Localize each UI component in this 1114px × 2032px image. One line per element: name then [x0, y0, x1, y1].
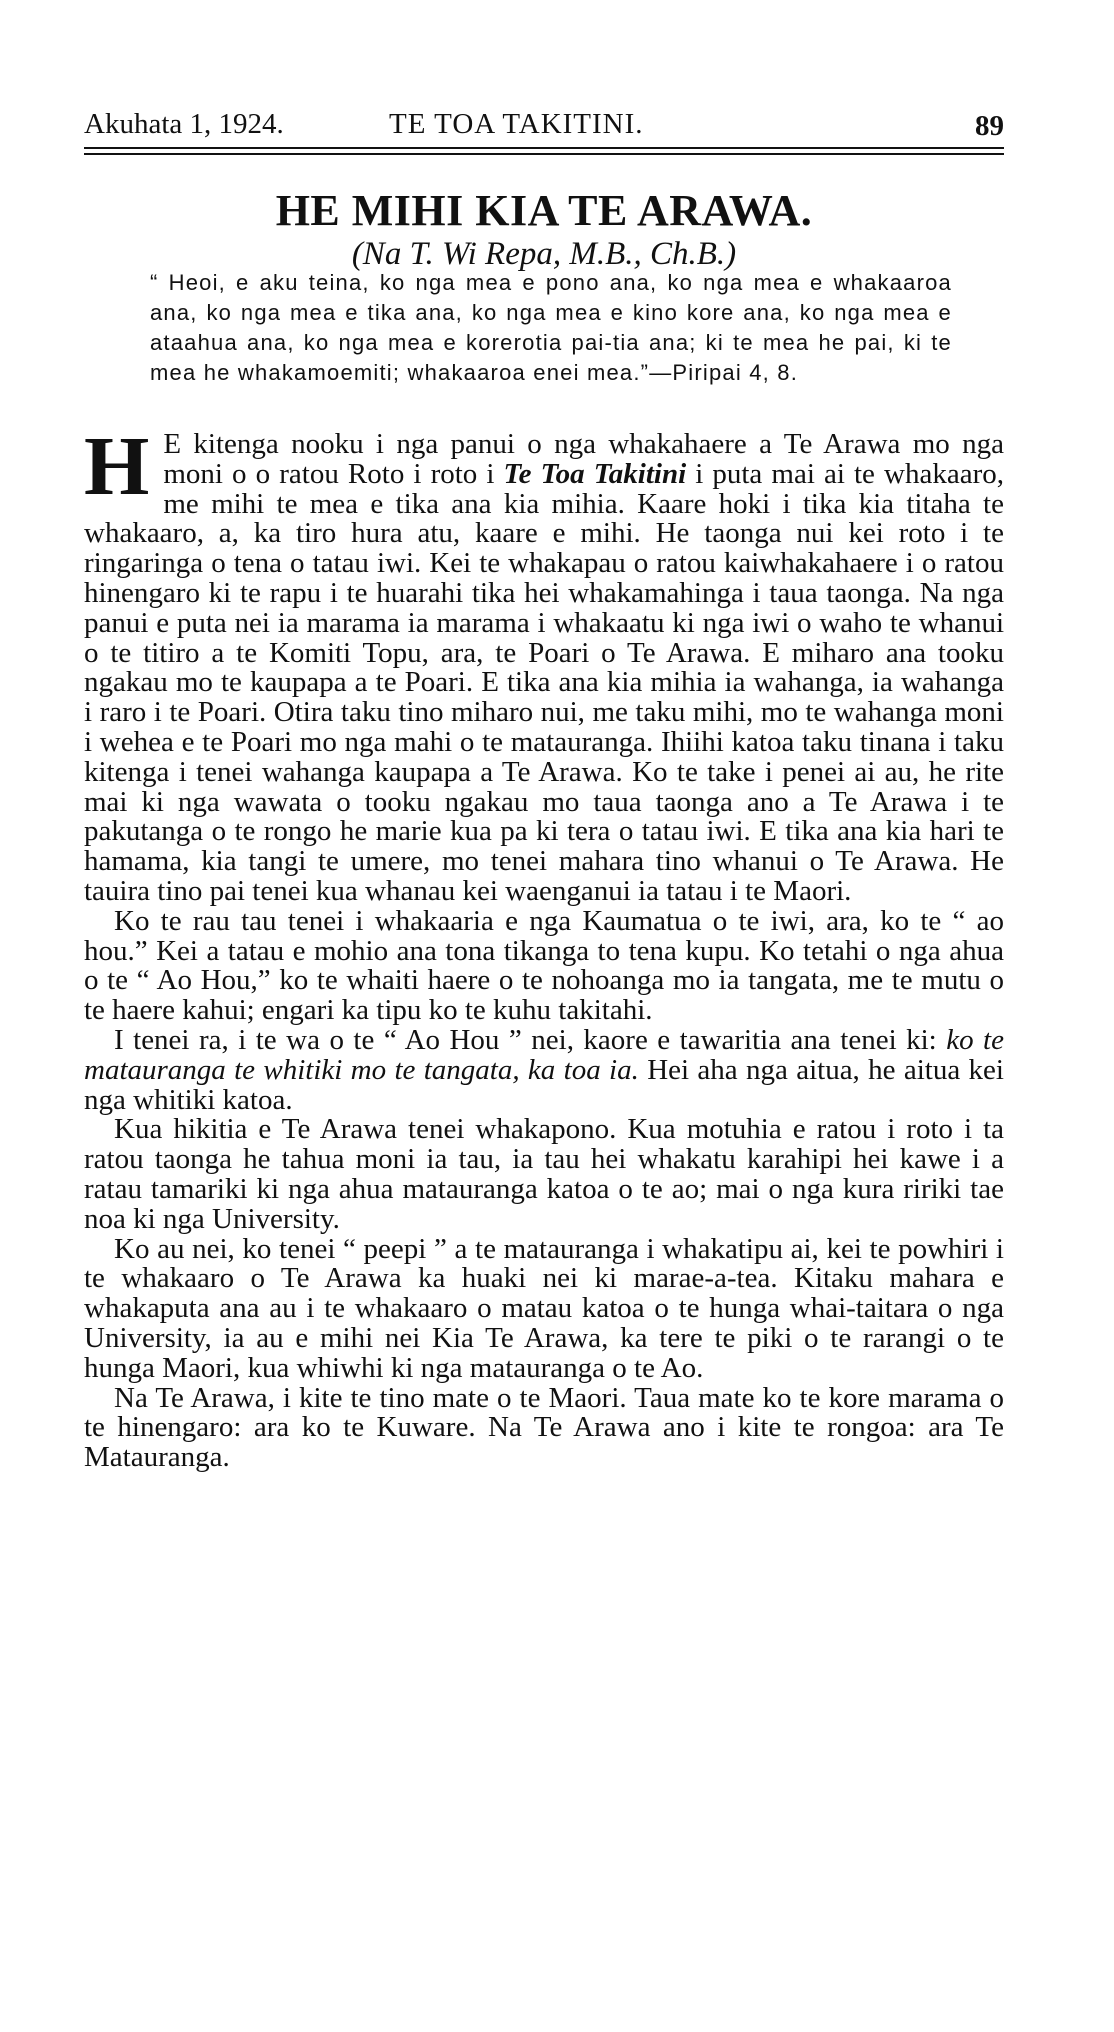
paragraph-5: Ko au nei, ko tenei “ peepi ” a te matauranga i whakatipu ai, kei te powhiri i te whakaaro o Te Arawa ka huaki nei ki marae-a-tea. Kitaku mahara e whakaputa ana au i te whakaaro o matau katoa o te hunga whai-taitara o nga University, ia au e mihi nei Kia Te Arawa, ka tere te piki o te rarangi o te hunga Maori, kua whiwhi ki nga matauranga o te Ao.	[84, 1232, 1004, 1384]
paragraph-2: Ko te rau tau tenei i whakaaria e nga Kaumatua o te iwi, ara, ko te “ ao hou.” Kei a tatau e mohio ana tona tikanga to tena kupu. Ko tetahi o nga ahua o te “ Ao Hou,” ko te whaiti haere o te nohoanga mo ia tangata, me te mutu o te haere kahui; engari ka tipu ko te kuhu takitahi.	[84, 904, 1004, 1027]
paragraph-4: Kua hikitia e Te Arawa tenei whakapono. Kua motuhia e ratou i roto i ta ratou taonga he tahua moni ia tau, ia tau hei whakatu karahipi hei kawe i a ratau tamariki ki nga ahua matauranga katoa o te ao; mai o nga kura ririki tae noa ki nga University.	[84, 1113, 1004, 1235]
issue-date: Akuhata 1, 1924.	[84, 108, 284, 140]
drop-cap: H	[84, 420, 150, 513]
paragraph-3-italic: ko te matauranga te whitiki mo te tangata, ka toa ia.	[84, 1023, 1004, 1086]
paragraph-1-text-a: E kitenga nooku i nga panui o nga whakahaere a Te Arawa mo nga moni o o ratou Roto i roto i	[163, 428, 1004, 490]
paragraph-1-italic: Te Toa Takitini	[503, 457, 687, 490]
article-body	[84, 420, 1004, 1474]
header-rule-bottom	[84, 153, 1004, 155]
paragraph-3-text-a: I tenei ra, i te wa o te “ Ao Hou ” nei, kaore e tawaritia ana tenei ki:	[114, 1023, 947, 1056]
paragraph-3	[84, 1023, 1004, 1116]
paragraph-1	[84, 420, 1004, 907]
paragraph-3-text-b: Hei aha nga aitua, he aitua kei nga whitiki katoa.	[84, 1053, 1004, 1116]
header-rule-top	[84, 147, 1004, 149]
article-title: HE MIHI KIA TE ARAWA.	[275, 186, 813, 235]
page-number: 89	[975, 110, 1004, 142]
epigraph-quote: “ Heoi, e aku teina, ko nga mea e pono ana, ko nga mea e whakaaroa ana, ko nga mea e tika ana, ko nga mea e kino kore ana, ko nga mea e ataahua ana, ko nga mea e korerotia pai-tia ana; ki te mea he pai, ki te mea he whakamoemiti; whakaaroa enei mea.”—Piripai 4, 8.	[150, 270, 952, 385]
journal-title: TE TOA TAKITINI.	[389, 108, 644, 140]
paragraph-1-text-b: i puta mai ai te whakaaro, me mihi te mea e tika ana kia mihia. Kaare hoki i tika kia titaha te whakaaro, a, ka tiro hura atu, kaare e mihi. He taonga nui kei roto i te ringaringa o tena o tatau iwi. Kei te whakapau o ratou kaiwhakahaere i o ratou hinengaro ki te rapu i te huarahi tika hei whakamahinga i taua taonga. Na nga panui e puta nei ia marama ia marama i whakaatu ki nga iwi o waho te whanui o te titiro a te Komiti Topu, ara, te Poari o Te Arawa. E miharo ana tooku ngakau mo te kaupapa a te Poari. E tika ana kia mihia ia wahanga, ia wahanga i raro i te Poari. Otira taku tino miharo nui, me taku mihi, mo te wahanga moni i wehea e te Poari mo nga mahi o te matauranga. Ihiihi katoa taku tinana i taku kitenga i tenei wahanga kaupapa a Te Arawa. Ko te take i penei ai au, he rite mai ki nga wawata o tooku ngakau mo taua taonga ano a Te Arawa i te pakutanga o te rongo he marie kua pa ki tera o tatau iwi. E tika ana kia hari te hamama, kia tangi te umere, mo tenei mahara tino whanui o Te Arawa. He tauira tino pai tenei kua whanau kei waenganui ia tatau i te Maori.	[84, 457, 1004, 907]
running-head	[84, 108, 1004, 148]
article-byline: (Na T. Wi Repa, M.B., Ch.B.)	[351, 236, 737, 272]
paragraph-6: Na Te Arawa, i kite te tino mate o te Maori. Taua mate ko te kore marama o te hinengaro: ara ko te Kuware. Na Te Arawa ano i kite te rongoa: ara Te Matauranga.	[84, 1381, 1004, 1474]
